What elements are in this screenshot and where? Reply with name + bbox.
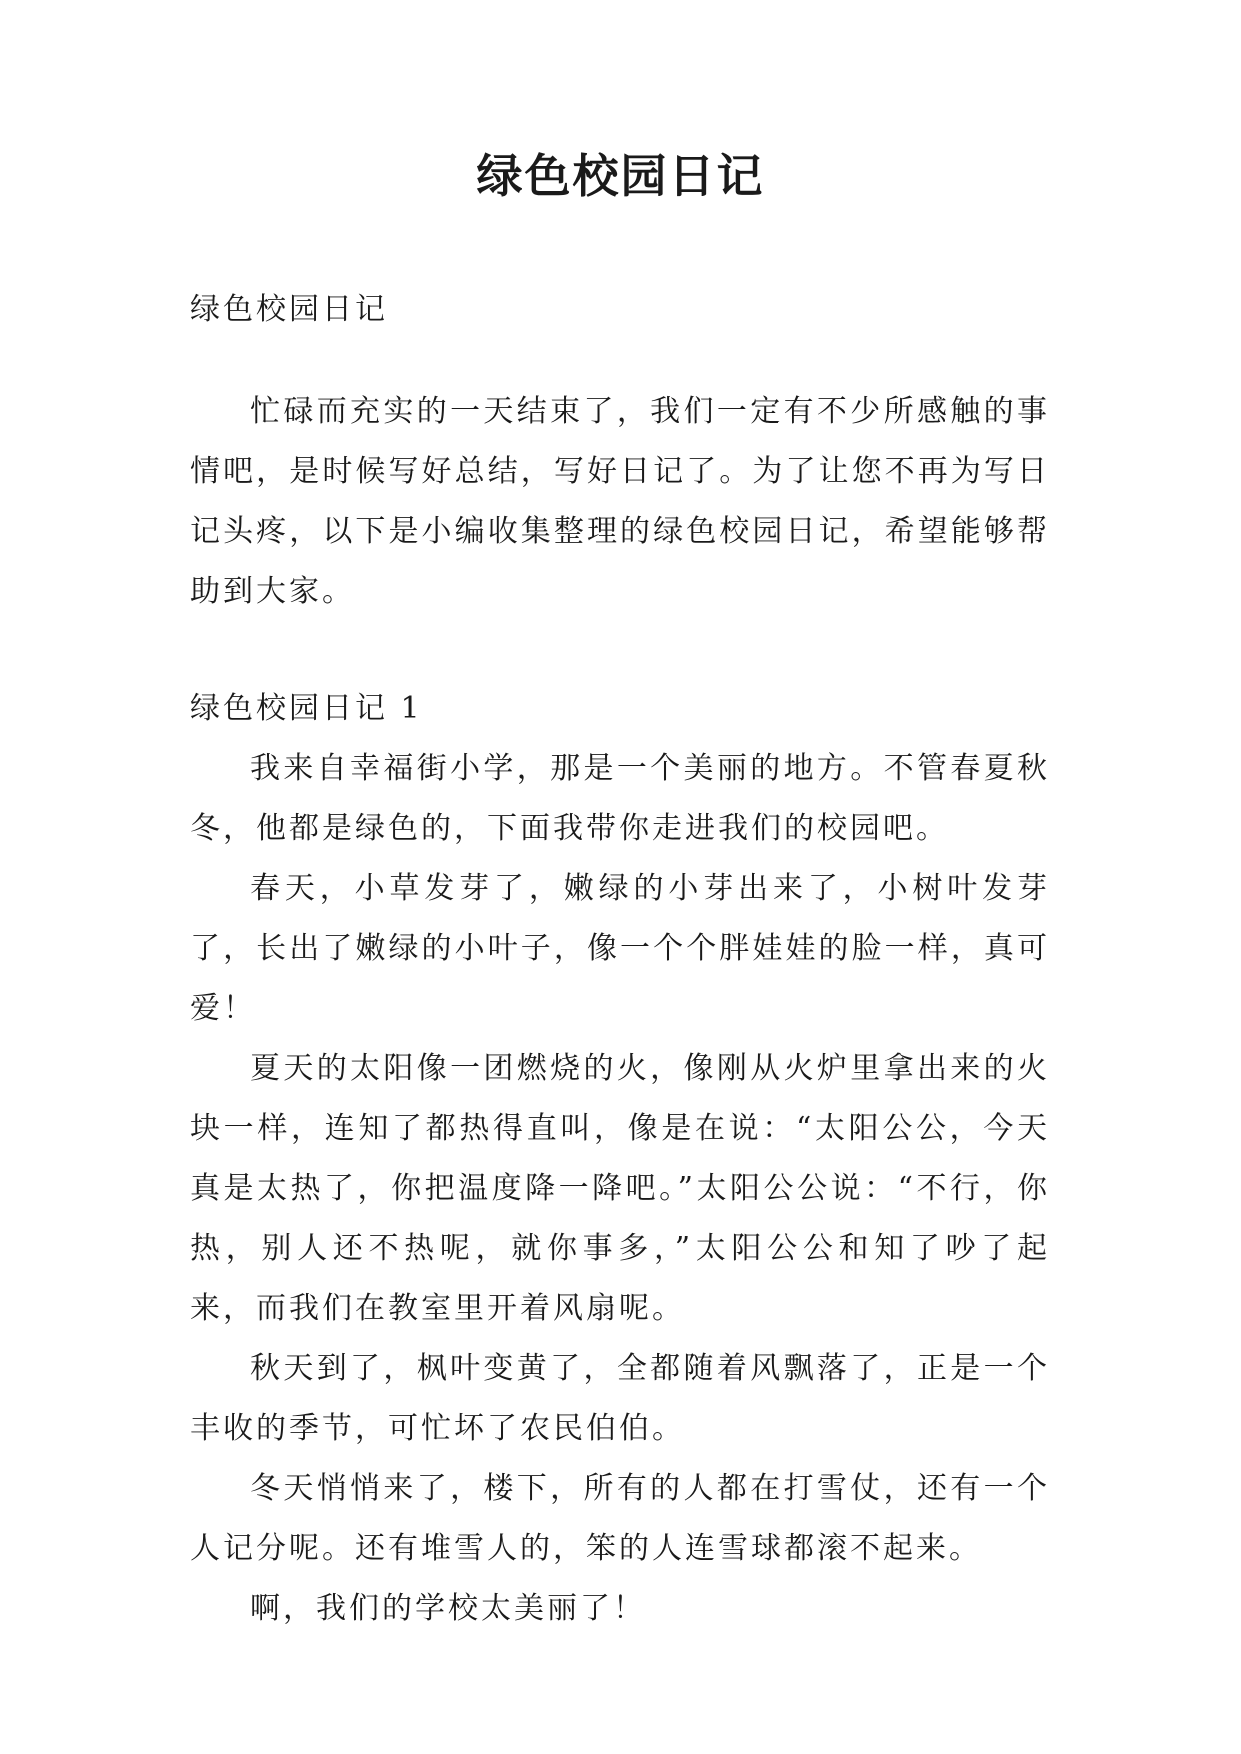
document-body — [190, 284, 1050, 1639]
paragraph-intro-school: 我来自幸福街小学，那是一个美丽的地方。不管春夏秋冬，他都是绿色的，下面我带你走进我们的校园吧。 — [190, 751, 1050, 846]
paragraph-autumn: 秋天到了，枫叶变黄了，全都随着风飘落了，正是一个丰收的季节，可忙坏了农民伯伯。 — [190, 1351, 1050, 1446]
intro-paragraph: 忙碌而充实的一天结束了，我们一定有不少所感触的事情吧，是时候写好总结，写好日记了。为了让您不再为写日记头疼，以下是小编收集整理的绿色校园日记，希望能够帮助到大家。 — [190, 394, 1050, 609]
document-subtitle: 绿色校园日记 — [190, 292, 388, 327]
document-title: 绿色校园日记 — [476, 149, 765, 203]
paragraph-winter: 冬天悄悄来了，楼下，所有的人都在打雪仗，还有一个人记分呢。还有堆雪人的，笨的人连雪球都滚不起来。 — [190, 1471, 1050, 1566]
paragraph-spring: 春天，小草发芽了，嫩绿的小芽出来了，小树叶发芽了，长出了嫩绿的小叶子，像一个个胖娃娃的脸一样，真可爱！ — [190, 871, 1050, 1026]
section-heading: 绿色校园日记 1 — [190, 691, 423, 726]
paragraph-summer: 夏天的太阳像一团燃烧的火，像刚从火炉里拿出来的火块一样，连知了都热得直叫，像是在说：“太阳公公，今天真是太热了，你把温度降一降吧。”太阳公公说：“不行，你热，别人还不热呢，就你事多，”太阳公公和知了吵了起来，而我们在教室里开着风扇呢。 — [190, 1051, 1050, 1326]
paragraph-conclusion: 啊，我们的学校太美丽了！ — [250, 1591, 646, 1626]
